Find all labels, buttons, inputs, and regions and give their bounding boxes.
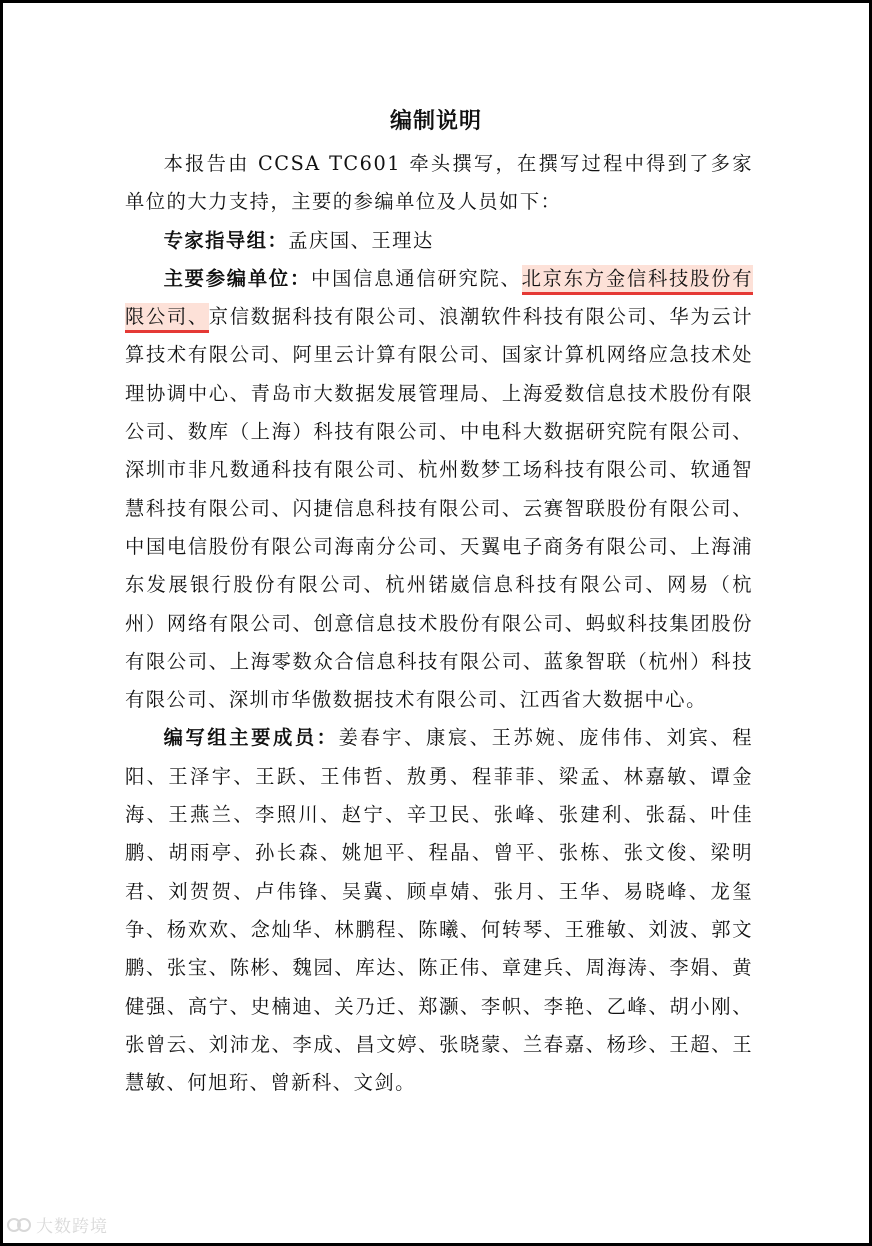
document-title: 编制说明 [389, 108, 482, 134]
document-body [125, 145, 753, 1102]
expert-group-members: 孟庆国、王理达 [288, 228, 434, 252]
main-units-text-start: 中国信息通信研究院、 [311, 266, 522, 290]
expert-group-label: 专家指导组： [163, 228, 289, 252]
writing-group-label: 编写组主要成员： [163, 726, 339, 750]
writing-group-members: 姜春宇、康宸、王苏婉、庞伟伟、刘宾、程阳、王泽宇、王跃、王伟哲、敖勇、程菲菲、梁孟、林嘉敏、谭金海、王燕兰、李照川、赵宁、辛卫民、张峰、张建利、张磊、叶佳鹏、胡雨亭、孙长森、姚旭平、程晶、曾平、张栋、张文俊、梁明君、刘贺贺、卢伟锋、吴冀、顾卓婧、张月、王华、易晓峰、龙玺争、杨欢欢、念灿华、林鹏程、陈曦、何转琴、王雅敏、刘波、郭文鹏、张宝、陈彬、魏园、库达、陈正伟、章建兵、周海涛、李娟、黄健强、高宁、史楠迪、关乃迁、郑灏、李帜、李艳、乙峰、胡小刚、张曾云、刘沛龙、李成、昌文婷、张晓蒙、兰春嘉、杨珍、王超、王慧敏、何旭珩、曾新科、文剑。 [125, 726, 754, 1095]
watermark [6, 1212, 108, 1237]
watermark-logo-icon [6, 1214, 32, 1236]
watermark-text: 大数跨境 [36, 1217, 108, 1237]
writing-group-paragraph [125, 719, 753, 1102]
main-units-text-rest: 京信数据科技有限公司、浪潮软件科技有限公司、华为云计算技术有限公司、阿里云计算有限公司、国家计算机网络应急技术处理协调中心、青岛市大数据发展管理局、上海爱数信息技术股份有限公司、数库（上海）科技有限公司、中电科大数据研究院有限公司、深圳市非凡数通科技有限公司、杭州数梦工场科技有限公司、软通智慧科技有限公司、闪捷信息科技有限公司、云赛智联股份有限公司、中国电信股份有限公司海南分公司、天翼电子商务有限公司、上海浦东发展银行股份有限公司、杭州锘崴信息科技有限公司、网易（杭州）网络有限公司、创意信息技术股份有限公司、蚂蚁科技集团股份有限公司、上海零数众合信息科技有限公司、蓝象智联（杭州）科技有限公司、深圳市华傲数据技术有限公司、江西省大数据中心。 [125, 305, 754, 712]
highlighted-company: 北京东方金信科技股份有限公司、 [125, 266, 754, 329]
main-units-paragraph [125, 260, 753, 720]
intro-paragraph: 本报告由 CCSA TC601 牵头撰写，在撰写过程中得到了多家单位的大力支持，主要的参编单位及人员如下： [125, 152, 753, 214]
expert-group-paragraph [125, 222, 753, 260]
main-units-label: 主要参编单位： [163, 266, 312, 290]
